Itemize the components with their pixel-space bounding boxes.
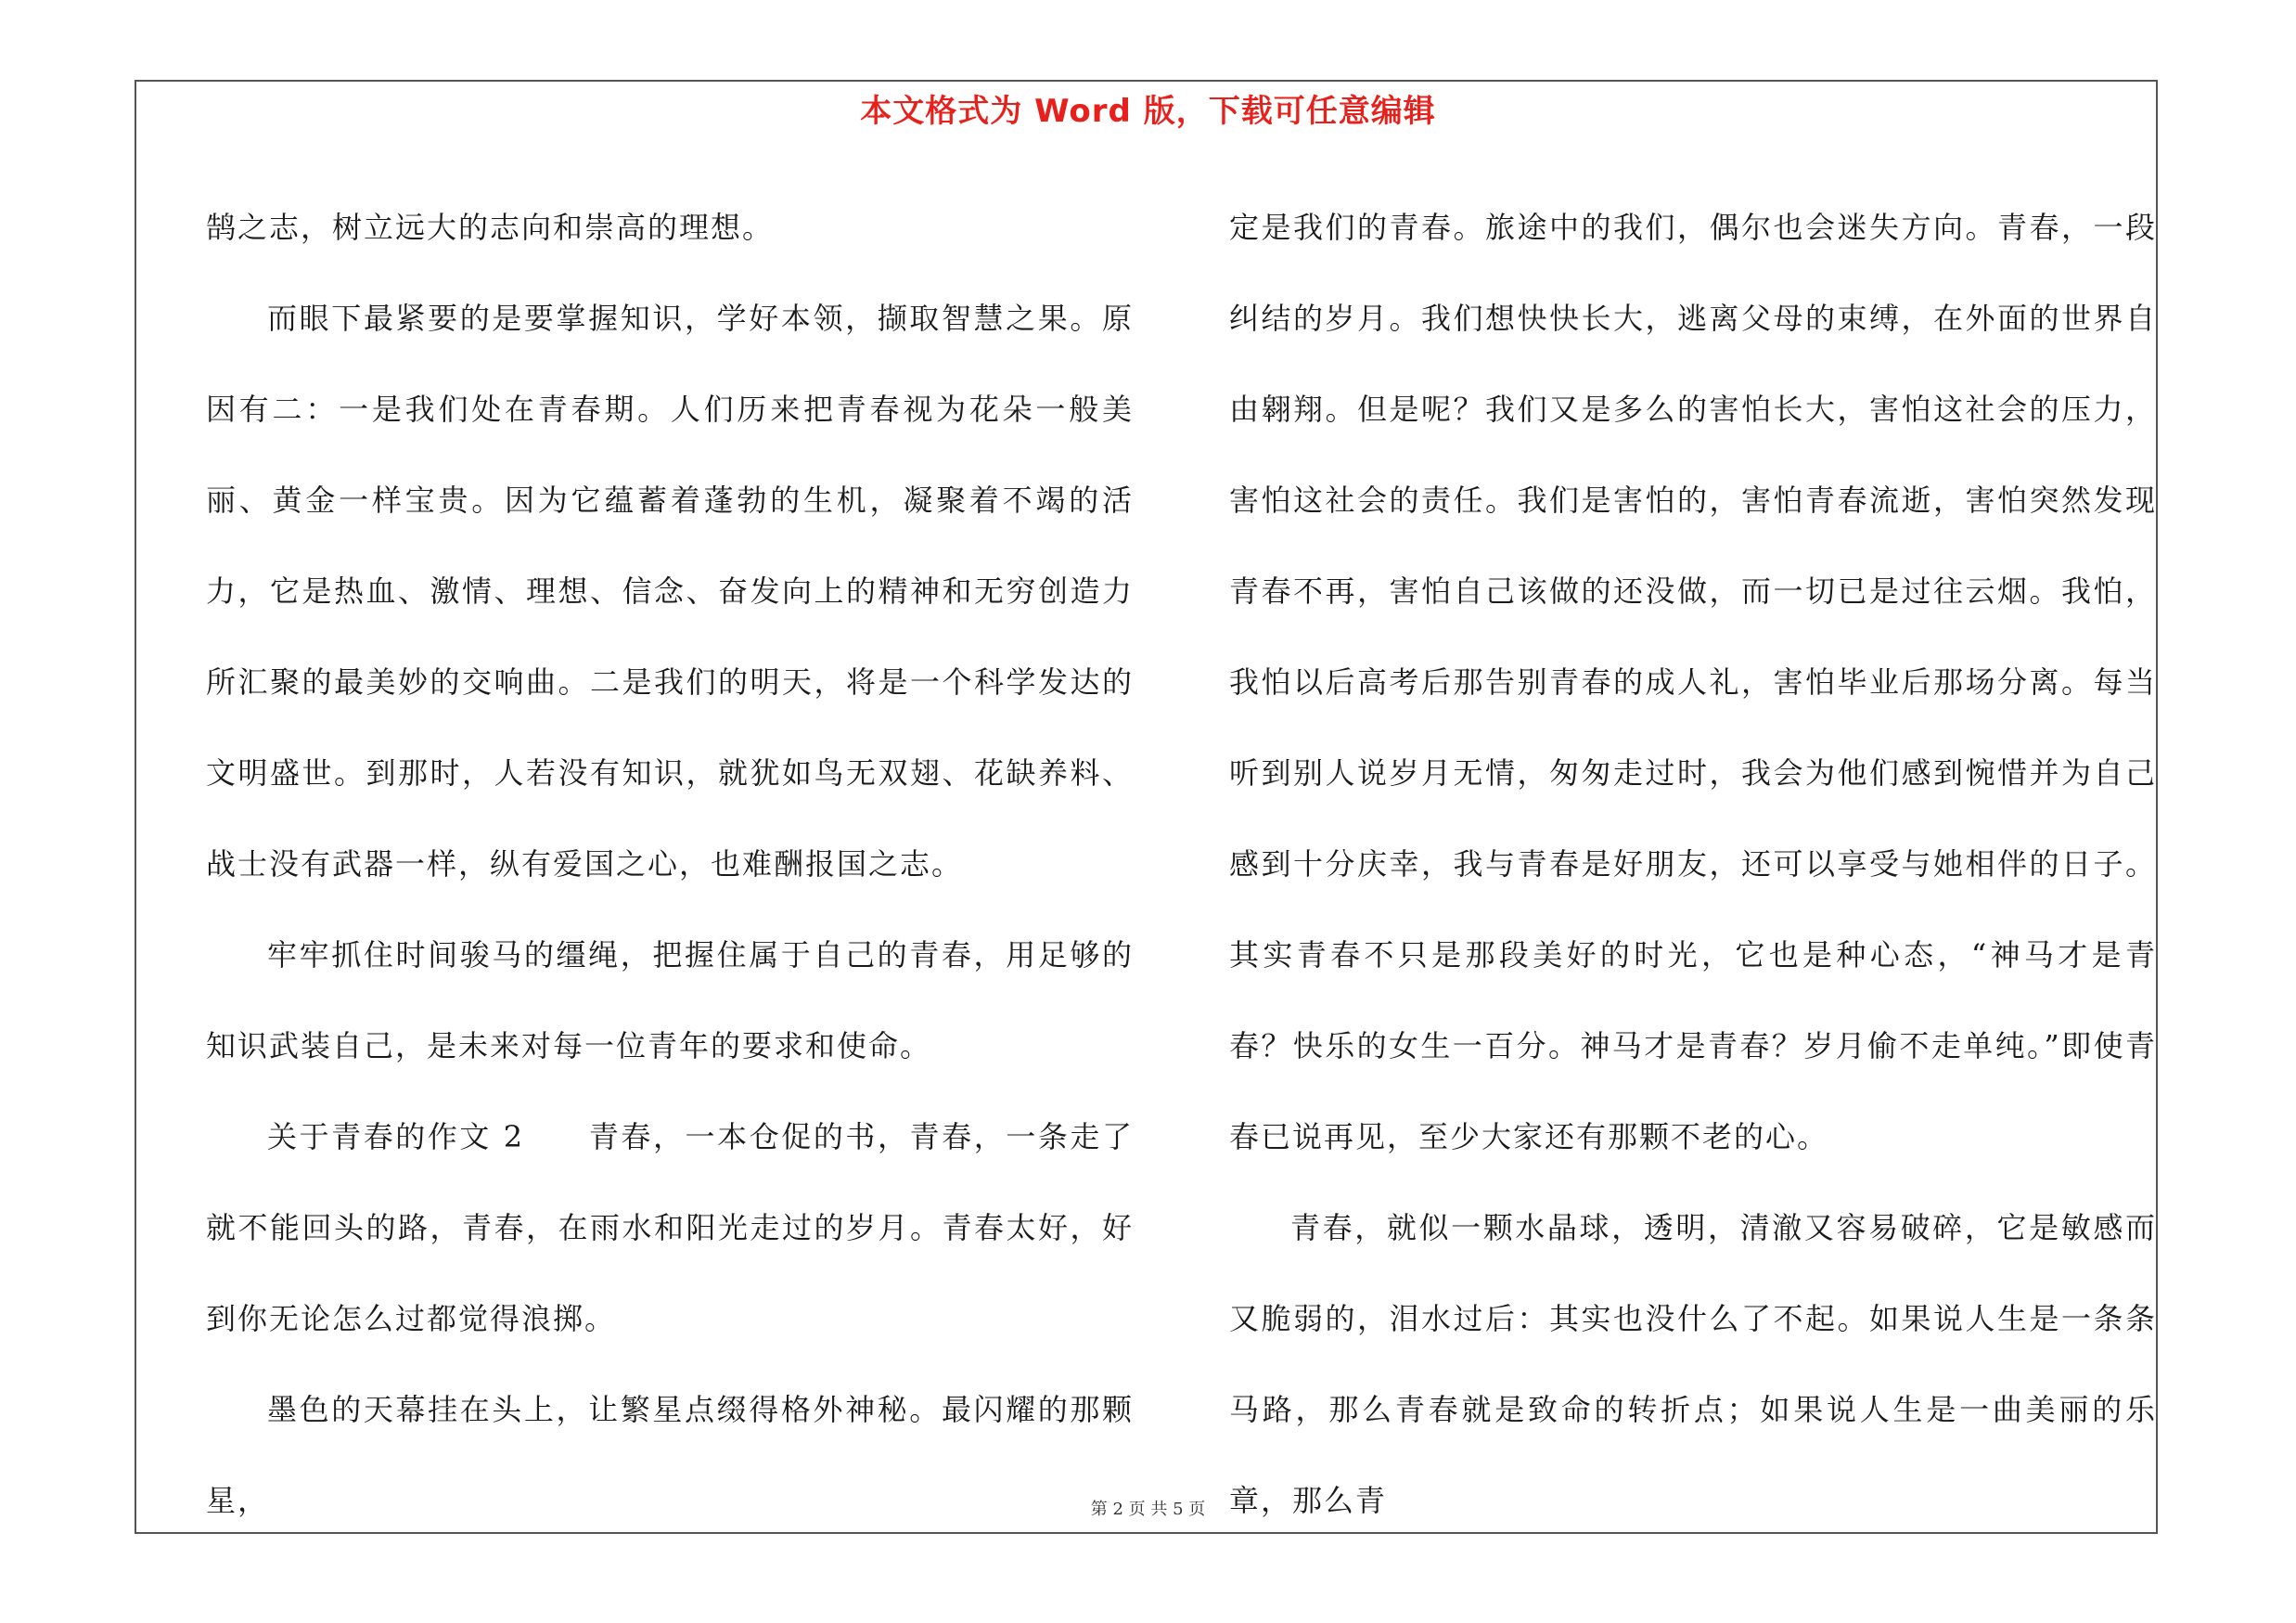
paragraph: 墨色的天幕挂在头上，让繁星点缀得格外神秘。最闪耀的那颗星， bbox=[206, 1392, 1134, 1518]
paragraph: 而眼下最紧要的是要掌握知识，学好本领，撷取智慧之果。原因有二：一是我们处在青春期。人们历来把青春视为花朵一般美丽、黄金一样宝贵。因为它蕴蓄着蓬勃的生机，凝聚着不竭的活力，它是热血、激情、理想、信念、奋发向上的精神和无穷创造力所汇聚的最美妙的交响曲。二是我们的明天，将是一个科学发达的文明盛世。到那时，人若没有知识，就犹如鸟无双翅、花缺养料、战士没有武器一样，纵有爱国之心，也难酬报国之志。 bbox=[206, 301, 1134, 882]
right-column bbox=[1229, 182, 2157, 1546]
paragraph: 青春，就似一颗水晶球，透明，清澈又容易破碎，它是敏感而又脆弱的，泪水过后：其实也没什么了不起。如果说人生是一条条马路，那么青春就是致命的转折点；如果说人生是一曲美丽的乐章，那么青 bbox=[1229, 1210, 2157, 1518]
paragraph-continuation: 鹄之志，树立远大的志向和崇高的理想。 bbox=[206, 210, 775, 245]
word-format-notice: 本文格式为 Word 版，下载可任意编辑 bbox=[860, 93, 1436, 130]
paragraph-continuation: 定是我们的青春。旅途中的我们，偶尔也会迷失方向。青春，一段纠结的岁月。我们想快快长大，逃离父母的束缚，在外面的世界自由翱翔。但是呢？我们又是多么的害怕长大，害怕这社会的压力，害怕这社会的责任。我们是害怕的，害怕青春流逝，害怕突然发现青春不再，害怕自己该做的还没做，而一切已是过往云烟。我怕，我怕以后高考后那告别青春的成人礼，害怕毕业后那场分离。每当听到别人说岁月无情，匆匆走过时，我会为他们感到惋惜并为自己感到十分庆幸，我与青春是好朋友，还可以享受与她相伴的日子。其实青春不只是那段美好的时光，它也是种心态，“神马才是青春？快乐的女生一百分。神马才是青春？岁月偷不走单纯。”即使青春已说再见，至少大家还有那颗不老的心。 bbox=[1229, 210, 2157, 1154]
paragraph: 牢牢抓住时间骏马的缰绳，把握住属于自己的青春，用足够的知识武装自己，是未来对每一位青年的要求和使命。 bbox=[206, 937, 1134, 1063]
paragraph: 关于青春的作文 2 青春，一本仓促的书，青春，一条走了就不能回头的路，青春，在雨水和阳光走过的岁月。青春太好，好到你无论怎么过都觉得浪掷。 bbox=[206, 1119, 1134, 1336]
left-column bbox=[206, 182, 1134, 1546]
page-number: 第 2 页 共 5 页 bbox=[1090, 1500, 1206, 1519]
